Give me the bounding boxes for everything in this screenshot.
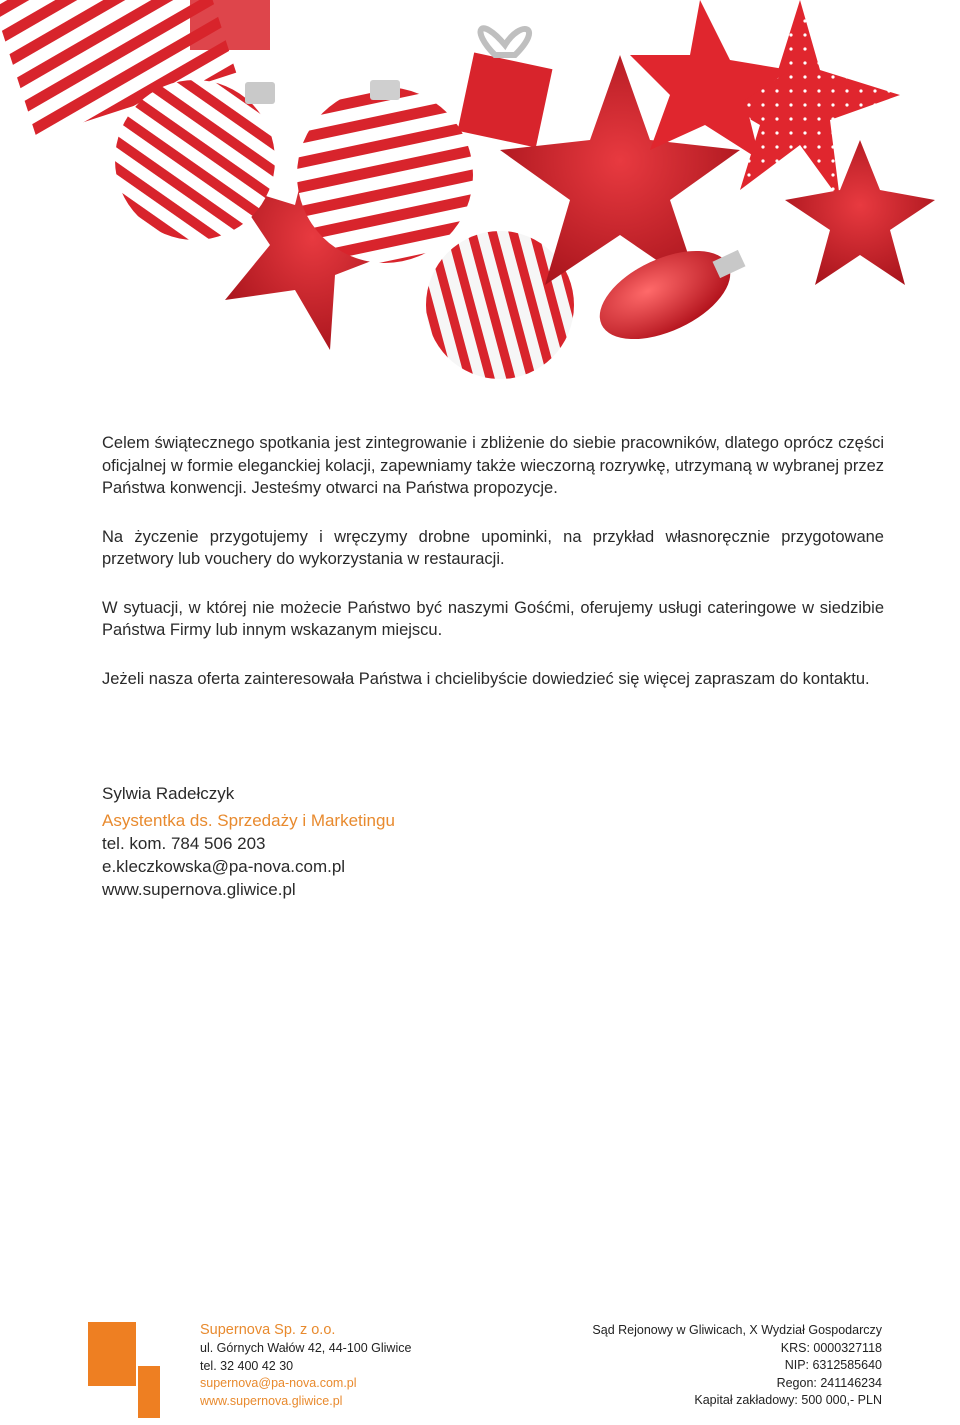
body-text [102,432,884,716]
footer-phone: tel. 32 400 42 30 [200,1358,294,1373]
footer-court: Sąd Rejonowy w Gliwicach, X Wydział Gospodarczy [592,1323,882,1337]
christmas-ornaments-image [0,0,960,410]
paragraph-contact: Jeżeli nasza oferta zainteresowała Państwa i chcielibyście dowiedzieć się więcej zapraszam do kontaktu. [102,669,870,688]
footer-registration-info [592,1322,882,1410]
signature-role: Asystentka ds. Sprzedaży i Marketingu [102,811,395,830]
signature-phone: tel. kom. 784 506 203 [102,834,266,853]
footer-capital: Kapitał zakładowy: 500 000,- PLN [694,1393,882,1407]
footer-company-info [200,1320,411,1410]
signature-name: Sylwia Radełczyk [102,784,235,803]
footer-company-name: Supernova Sp. z o.o. [200,1322,336,1338]
paragraph-catering: W sytuacji, w której nie możecie Państwo być naszymi Gośćmi, oferujemy usługi cateringowe w siedzibie Państwa Firmy lub innym wskazanym miejscu. [102,598,884,639]
footer-nip: NIP: 6312585640 [784,1358,882,1372]
signature-email[interactable]: e.kleczkowska@pa-nova.com.pl [102,857,346,876]
footer-address: ul. Górnych Wałów 42, 44-100 Gliwice [200,1341,412,1355]
footer-regon: Regon: 241146234 [776,1375,882,1390]
signature-block [102,782,395,901]
paragraph-intro: Celem świątecznego spotkania jest zintegrowanie i zbliżenie do siebie pracowników, dlatego oprócz części oficjalnej w formie eleganckiej kolacji, zapewniamy także wieczorną rozrywkę, utrzymaną w wybranej przez Państwa konwencji. Jesteśmy otwarci na Państwa propozycje. [102,434,884,497]
footer-email[interactable]: supernova@pa-nova.com.pl [200,1376,357,1390]
company-logo [88,1322,160,1418]
footer-website[interactable]: www.supernova.gliwice.pl [200,1393,343,1408]
footer-krs: KRS: 0000327118 [780,1340,882,1355]
signature-website[interactable]: www.supernova.gliwice.pl [102,880,296,899]
paragraph-gifts: Na życzenie przygotujemy i wręczymy drobne upominki, na przykład własnoręcznie przygotowane przetwory lub vouchery do wykorzystania w restauracji. [102,527,884,568]
